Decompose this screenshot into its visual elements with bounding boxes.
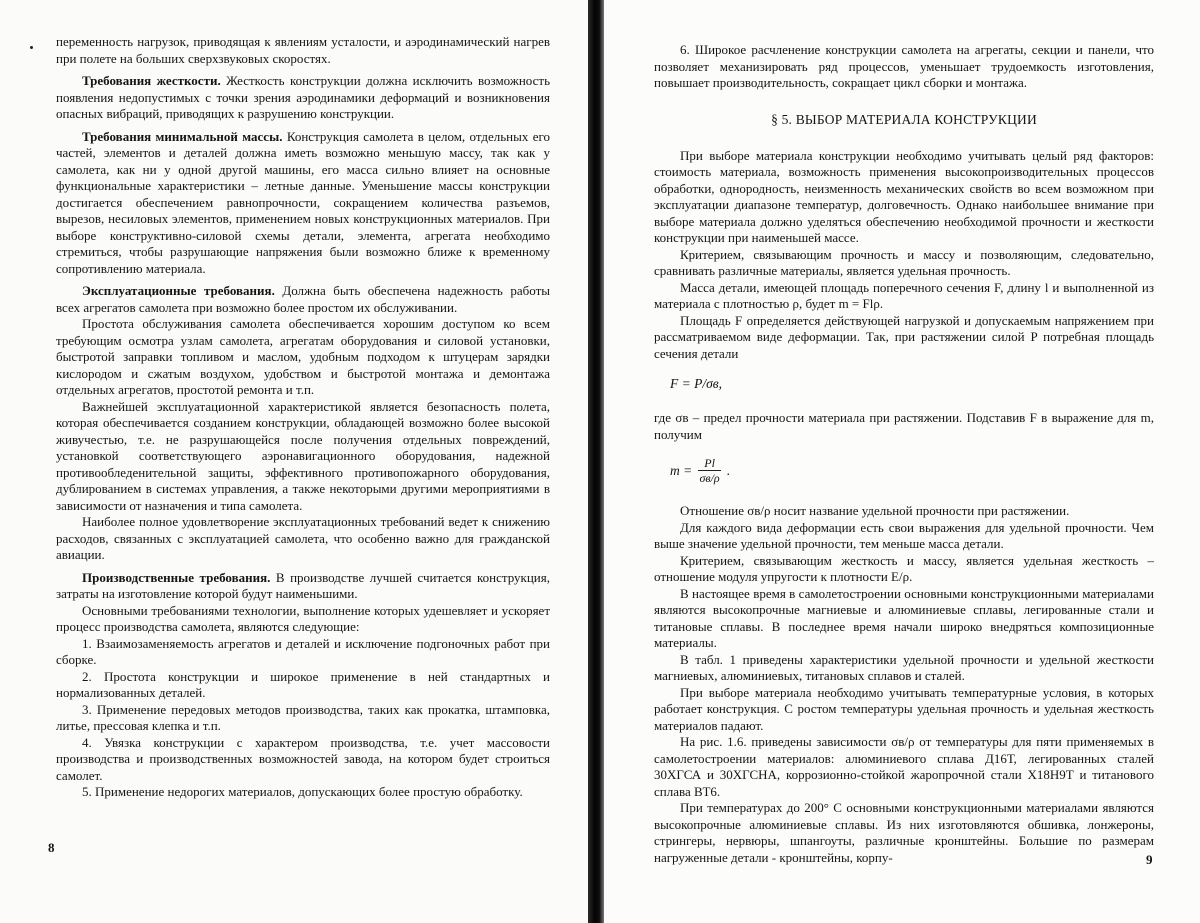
left-page [0,0,588,923]
left-paragraph-3: Требования минимальной массы. Конструкция самолета в целом, отдельных его частей, элементов и деталей должна иметь возможно меньшую массу, так как у самолета, как ни у одной другой машины, его масса сильно влияет на основные функциональные характеристики – летные данные. Уменьшение массы конструкции достигается обеспечением равнопрочности, сокращением количества разъемов, вырезов, несиловых элементов, применением новых конструкционных материалов. При выборе конструктивно-силовой схемы детали, элемента, агрегата необходимо стремиться, чтобы разрушающие напряжения были возможно ближе к временному сопротивлению материала. [56,128,550,276]
right-paragraph-10: В табл. 1 приведены характеристики удельной прочности и удельной жесткости магниевых, алюминиевых, титановых сплавов и сталей. [654,651,1154,683]
scan-speck [30,46,33,49]
right-paragraph-3: Масса детали, имеющей площадь поперечного сечения F, длину l и выполненной из материала с плотностью ρ, будет m = Flρ. [654,279,1154,311]
right-paragraph-1: При выборе материала конструкции необходимо учитывать целый ряд факторов: стоимость материала, возможность применения высокопроизводительных процессов обработки, однородность, неизменность механических свойств во всем возможном при эксплуатации диапазоне температур, долговечность. Однако наибольшее внимание при выборе материала должно уделяться обеспечению необходимой прочности и жесткости конструкции при наименьшей массе. [654,147,1154,245]
right-paragraph-11: При выборе материала необходимо учитывать температурные условия, в которых работает конструкция. С ростом температуры удельная прочность и удельная жесткость материалов падают. [654,684,1154,733]
formula-area: F = P/σв, [670,376,722,391]
left-paragraph-2: Требования жесткости. Жесткость конструкции должна исключить возможность появления недопустимых с точки зрения аэродинамики деформаций и возникновения опасных вибраций, приводящих к разрушению конструкции. [56,73,550,121]
left-list-item-1: 1. Взаимозаменяемость агрегатов и деталей и исключение подгоночных работ при сборке. [56,635,550,667]
formula-lhs: m = [670,463,693,478]
left-paragraph-1: переменность нагрузок, приводящая к явлениям усталости, и аэродинамический нагрев при полете на больших сверхзвуковых скоростях. [56,34,550,66]
right-paragraph-5: где σв – предел прочности материала при растяжении. Подставив F в выражение для m, получим [654,410,1154,442]
left-paragraph-5: Простота обслуживания самолета обеспечивается хорошим доступом ко всем требующим осмотра узлам самолета, агрегатам оборудования и силовой установки, быстротой заправки топливом и маслом, удобным подходом к штуцерам зарядки кислородом и сжатым воздухом, удобством и быстротой монтажа и демонтажа отдельных агрегатов, простотой ремонта и т.п. [56,316,550,397]
section-title: § 5. ВЫБОР МАТЕРИАЛА КОНСТРУКЦИИ [771,111,1037,127]
right-paragraph-12: На рис. 1.6. приведены зависимости σв/ρ от температуры для пяти применяемых в самолетостроении материалов: алюминиевого сплава Д16Т, легированных сталей 30ХГСА и 30ХГСНА, коррозионно-стойкой жаропрочной стали Х18Н9Т и титанового сплава ВТ6. [654,734,1154,799]
formula-tail: . [726,463,731,478]
page-number-left: 8 [48,840,55,855]
left-text-block [56,34,550,801]
left-paragraph-6: Важнейшей эксплуатационной характеристикой является безопасность полета, которая обеспечивается созданием конструкции, обладающей возможно более высокой живучестью, т.е. не разрушающейся после получения отдельных повреждений, установкой соответствующего аэронавигационного оборудования, надежной противообледенительной защиты, эффективного противопожарного оборудования, дублированием в системах управления, а также некоторыми другими мероприятиями в зависимости от назначения и типа самолета. [56,398,550,513]
paragraph-heading: Эксплуатационные требования. [82,283,275,298]
right-paragraph-13: При температурах до 200° С основными конструкционными материалами являются высокопрочные алюминиевые сплавы. Из них изготовляются обшивка, лонжероны, стрингеры, нервюры, шпангоуты, различные кронштейны. Большие по размерам нагруженные детали - кронштейны, корпу- [654,800,1154,865]
right-page [604,0,1200,923]
left-paragraph-7: Наиболее полное удовлетворение эксплуатационных требований ведет к снижению расходов, связанных с эксплуатацией самолета, что особенно важно для гражданской авиации. [56,514,550,562]
paragraph-heading: Требования минимальной массы. [82,128,283,144]
book-gutter [588,0,604,923]
formula-denominator: σв/ρ [699,471,720,485]
paragraph-heading: Требования жесткости. [82,73,221,88]
formula-mass [670,453,1154,489]
left-list-item-3: 3. Применение передовых методов производства, таких как прокатка, штамповка, литье, прессовая клепка и т.п. [56,701,550,733]
right-paragraph-2: Критерием, связывающим прочность и массу и позволяющим, следовательно, сравнивать различные материалы, является удельная прочность. [654,246,1154,278]
left-list-item-4: 4. Увязка конструкции с характером производства, т.е. учет массовости производства и производственных возможностей завода, на котором будет строиться самолет. [56,734,550,783]
left-list-item-2: 2. Простота конструкции и широкое применение в ней стандартных и нормализованных деталей. [56,668,550,700]
formula-fraction [698,456,721,486]
right-intro-paragraph: 6. Широкое расчленение конструкции самолета на агрегаты, секции и панели, что позволяет механизировать ряд процессов, уменьшает трудоемкость изготовления, повышает производительность, сокращает цикл сборки и монтажа. [654,42,1154,90]
right-paragraph-9: В настоящее время в самолетостроении основными конструкционными материалами являются высокопрочные магниевые и алюминиевые сплавы, легированные стали и титановые сплавы. В последнее время начали широко внедряться композиционные материалы. [654,585,1154,650]
right-paragraph-6: Отношение σв/ρ носит название удельной прочности при растяжении. [680,503,1070,518]
right-paragraph-7: Для каждого вида деформации есть свои выражения для удельной прочности. Чем выше значение удельной прочности, тем меньше масса детали. [654,519,1154,551]
right-text-block [654,42,1154,866]
right-paragraph-8: Критерием, связывающим жесткость и массу, является удельная жесткость – отношение модуля упругости к плотности E/ρ. [654,552,1154,584]
right-paragraph-4: Площадь F определяется действующей нагрузкой и допускаемым напряжением при рассматриваемом виде деформации. Так, при растяжении силой P потребная площадь сечения детали [654,312,1154,361]
left-paragraph-8: Производственные требования. В производстве лучшей считается конструкция, затраты на изготовление которой будут наименьшими. [56,569,550,601]
paragraph-heading: Производственные требования. [82,569,271,585]
left-list-item-5: 5. Применение недорогих материалов, допускающих более простую обработку. [82,784,523,799]
page-number-right: 9 [1146,852,1153,867]
left-paragraph-4: Эксплуатационные требования. Должна быть обеспечена надежность работы всех агрегатов самолета при возможно более простом их обслуживании. [56,283,550,315]
left-paragraph-9: Основными требованиями технологии, выполнение которых удешевляет и ускоряет процесс производства самолета, являются следующие: [56,602,550,634]
formula-numerator: Pl [698,456,721,471]
